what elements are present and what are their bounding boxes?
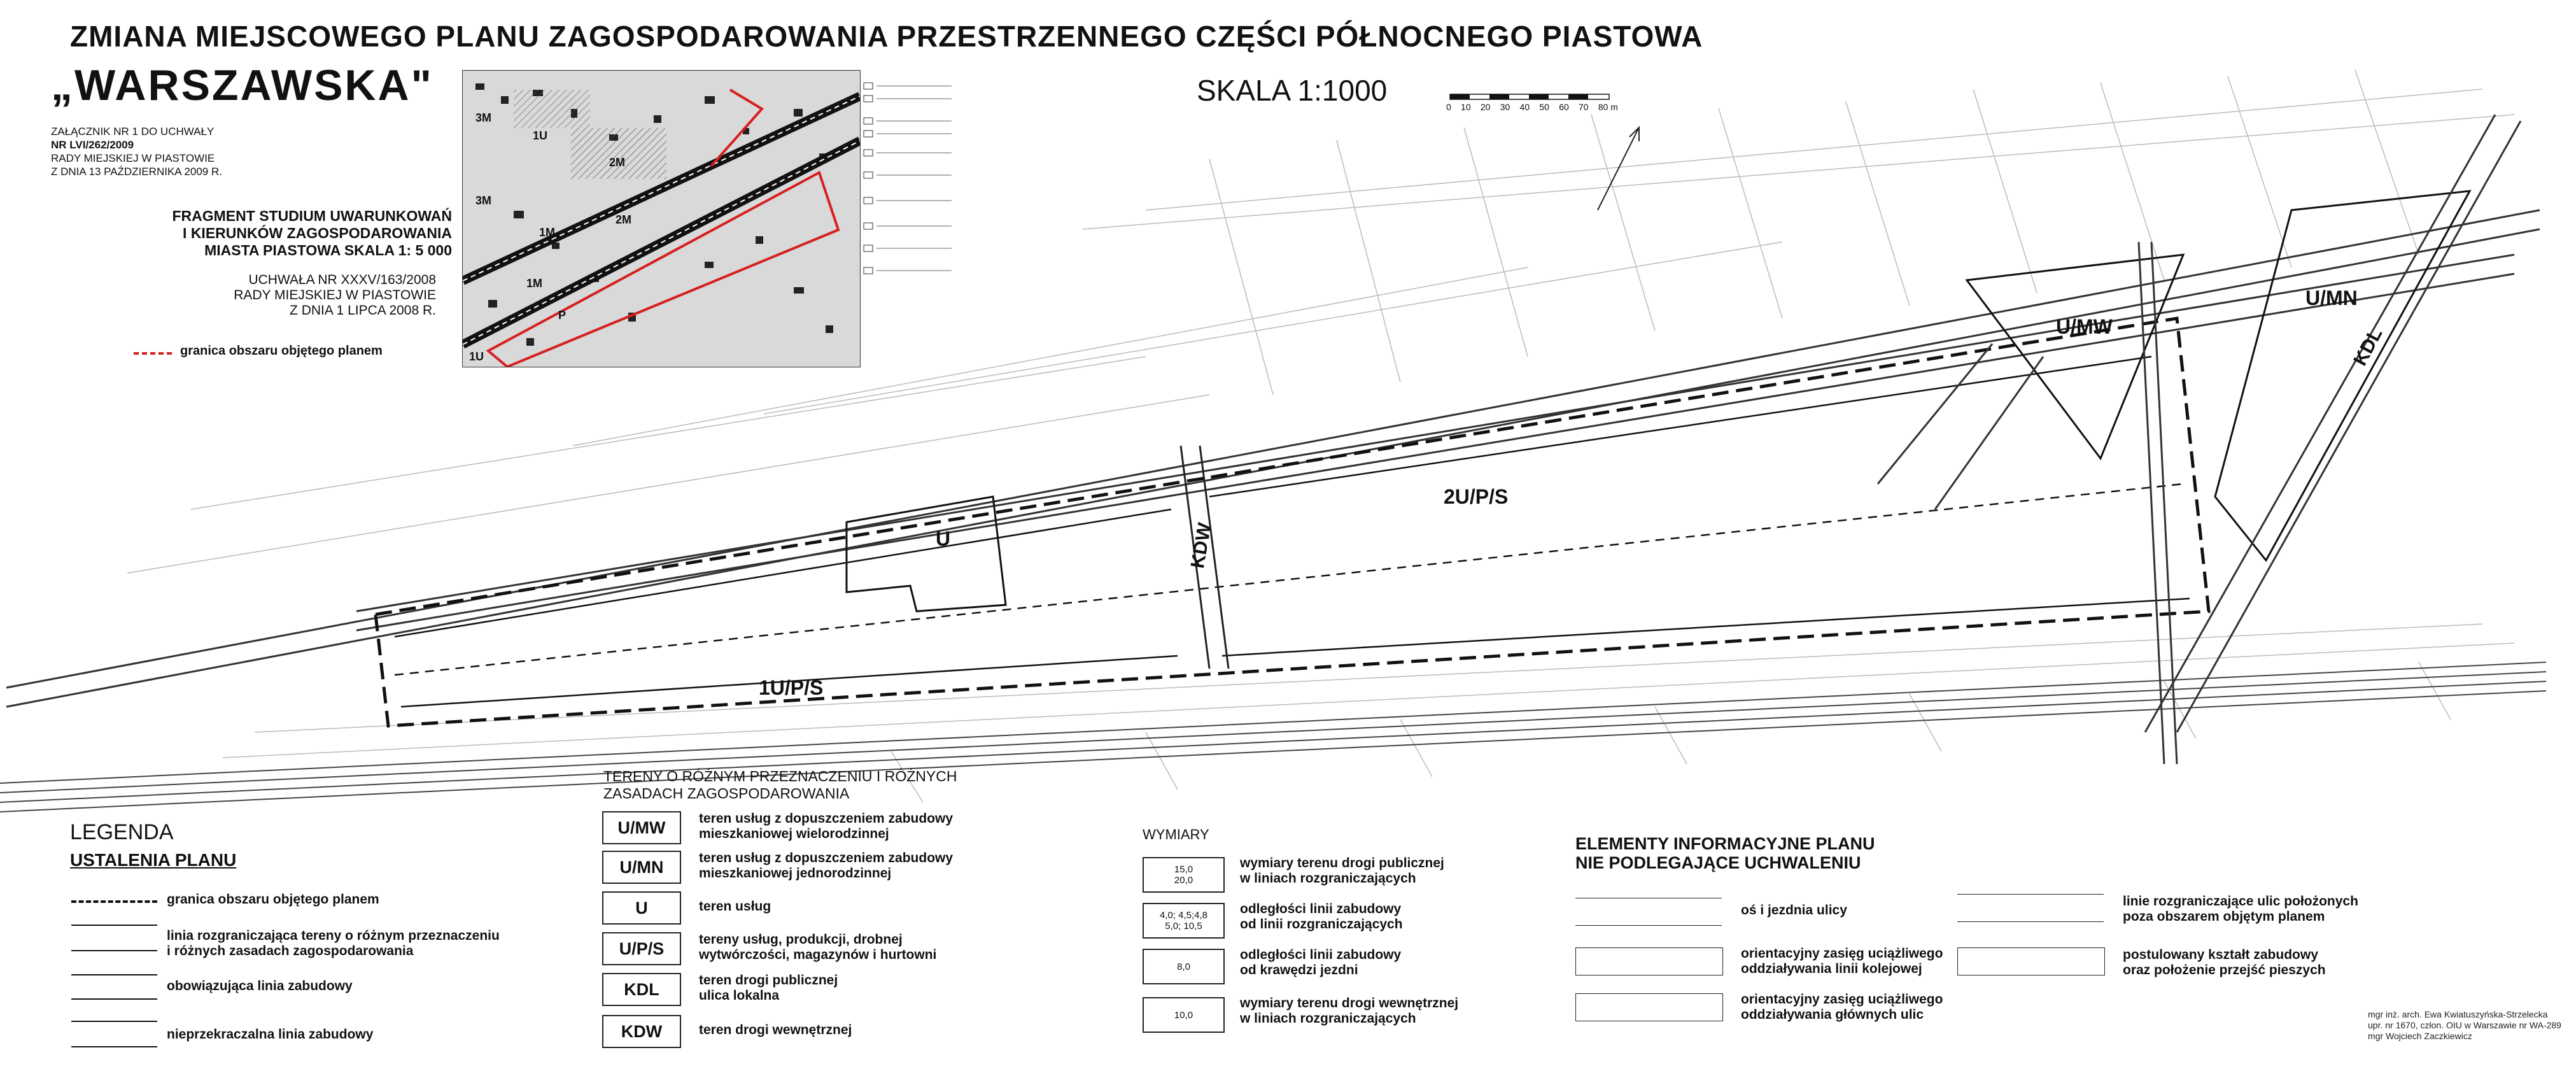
dim-desc — [1240, 902, 1403, 932]
dim-sample — [1143, 997, 1225, 1033]
terrain-desc — [699, 851, 953, 881]
terrains-title — [603, 768, 957, 802]
mandatory-line-symbol — [71, 974, 157, 1000]
scale-tick: 30 — [1500, 102, 1510, 112]
terrain-desc — [699, 932, 936, 963]
code-upps: U/P/S — [602, 932, 681, 965]
inset-label: 3M — [475, 111, 492, 124]
scale-tick: 0 — [1446, 102, 1451, 112]
red-boundary-symbol — [134, 352, 172, 355]
dim-desc-line: w liniach rozgraniczających — [1240, 1011, 1416, 1026]
inset-label: 2M — [609, 156, 626, 169]
zone-label-kdw: KDW — [1186, 521, 1216, 571]
terrain-desc-line: wytwórczości, magazynów i hurtowni — [699, 947, 937, 962]
terrain-desc-line: mieszkaniowej wielorodzinnej — [699, 826, 889, 841]
info-desc-line: oddziaływania linii kolejowej — [1741, 961, 1922, 976]
study-resolution-line: RADY MIEJSKIEJ W PIASTOWIE — [234, 288, 436, 302]
scale-tick: 50 — [1539, 102, 1549, 112]
legend-item: granica obszaru objętego planem — [167, 892, 379, 907]
study-inset-legend-graphic — [862, 70, 955, 299]
study-title-line: MIASTA PIASTOWA SKALA 1: 5 000 — [204, 242, 452, 259]
building-lines — [395, 357, 2190, 707]
inset-label: 1U — [469, 350, 484, 363]
scale-ticks — [1446, 102, 1618, 112]
code-umn: U/MN — [602, 851, 681, 884]
dim-desc — [1240, 856, 1444, 886]
code-kdw: KDW — [602, 1015, 681, 1048]
info-desc — [2123, 894, 2358, 925]
scale-tick: 70 — [1579, 102, 1589, 112]
info-title-line: NIE PODLEGAJĄCE UCHWALENIU — [1575, 853, 1861, 872]
terrain-desc-line: tereny usług, produkcji, drobnej — [699, 932, 903, 947]
building-shape-symbol — [1957, 947, 2105, 975]
info-desc — [1741, 903, 1847, 918]
study-title-line: I KIERUNKÓW ZAGOSPODAROWANIA — [183, 225, 452, 241]
scale-tick: 60 — [1559, 102, 1569, 112]
info-desc-line: linie rozgraniczające ulic położonych — [2123, 894, 2358, 909]
legend-item: i różnych zasadach zagospodarowania — [167, 944, 414, 958]
zone-line-symbol — [71, 925, 157, 951]
credits-line: mgr Wojciech Zaczkiewicz — [2368, 1031, 2472, 1041]
scale-bar — [1450, 94, 1609, 99]
study-resolution — [191, 273, 436, 318]
terrain-desc-line: teren drogi publicznej — [699, 973, 838, 988]
code-kdl: KDL — [602, 973, 681, 1006]
zone-label-1upps: 1U/P/S — [759, 676, 824, 699]
dim-desc-line: odległości linii zabudowy — [1240, 947, 1402, 962]
inset-label: 3M — [475, 194, 492, 207]
terrain-desc-line: teren usług z dopuszczeniem zabudowy — [699, 811, 954, 826]
code-umw: U/MW — [602, 811, 681, 844]
road-axis-symbol — [1575, 898, 1722, 926]
plan-boundary — [376, 318, 2209, 726]
terrain-desc — [699, 899, 771, 914]
study-inset-graphic — [463, 71, 860, 367]
dim-sample-value: 8,0 — [1177, 961, 1190, 972]
terrain-desc-line: teren drogi wewnętrznej — [699, 1023, 852, 1037]
terrain-desc-line: mieszkaniowej jednorodzinnej — [699, 866, 892, 881]
credits-line: mgr inż. arch. Ewa Kwiatuszyńska-Strzelecka — [2368, 1009, 2548, 1019]
info-desc-line: oś i jezdnia ulicy — [1741, 903, 1847, 918]
inset-label: 1M — [539, 226, 556, 239]
dimensions-title: WYMIARY — [1143, 826, 1209, 842]
study-inset-legend — [862, 70, 955, 299]
info-desc-line: orientacyjny zasięg uciążliwego — [1741, 992, 1943, 1007]
road-impact-symbol — [1575, 993, 1723, 1021]
dim-sample-value: 4,0; 4,5;4,8 — [1159, 910, 1208, 921]
zone-label-umn: U/MN — [2305, 287, 2358, 309]
diagonal-roads — [1878, 115, 2521, 764]
info-desc-line: orientacyjny zasięg uciążliwego — [1741, 946, 1943, 961]
dim-desc-line: od linii rozgraniczających — [1240, 917, 1403, 932]
scale-tick: 10 — [1461, 102, 1471, 112]
outside-lines-symbol — [1957, 894, 2104, 922]
info-desc-line: oraz położenie przejść pieszych — [2123, 963, 2326, 977]
zone-label-u: U — [936, 527, 951, 550]
dim-sample — [1143, 857, 1225, 893]
dim-sample-value: 5,0; 10,5 — [1165, 921, 1202, 932]
scale-tick: 20 — [1480, 102, 1491, 112]
study-title — [127, 208, 452, 259]
dim-desc-line: od krawędzi jezdni — [1240, 963, 1358, 977]
dim-sample — [1143, 903, 1225, 939]
scale-text: SKALA 1:1000 — [1197, 74, 1388, 107]
study-inset-map — [462, 70, 861, 367]
info-desc-line: oddziaływania głównych ulic — [1741, 1007, 1924, 1022]
scale-tick: 80 m — [1598, 102, 1618, 112]
study-resolution-line: Z DNIA 1 LIPCA 2008 R. — [290, 303, 436, 318]
study-resolution-line: UCHWAŁA NR XXXV/163/2008 — [248, 273, 436, 287]
railway — [0, 662, 2546, 812]
scale-tick: 40 — [1519, 102, 1530, 112]
annex-line: NR LVI/262/2009 — [51, 139, 134, 151]
dim-sample-value: 15,0 — [1174, 864, 1193, 875]
info-title — [1575, 834, 1875, 872]
info-desc-line: postulowany kształt zabudowy — [2123, 947, 2318, 962]
dim-desc-line: odległości linii zabudowy — [1240, 902, 1402, 916]
credits — [2368, 1009, 2561, 1042]
terrain-desc-line: ulica lokalna — [699, 988, 780, 1003]
info-desc — [1741, 992, 1943, 1023]
annex-line: Z DNIA 13 PAŹDZIERNIKA 2009 R. — [51, 166, 222, 178]
legend-section: USTALENIA PLANU — [70, 850, 237, 870]
terrain-desc — [699, 1023, 852, 1038]
dim-desc — [1240, 947, 1401, 978]
annex-line: RADY MIEJSKIEJ W PIASTOWIE — [51, 152, 215, 164]
study-title-line: FRAGMENT STUDIUM UWARUNKOWAŃ — [172, 208, 452, 224]
zone-label-kdl: KDL — [2349, 324, 2387, 369]
dim-desc-line: wymiary terenu drogi publicznej — [1240, 856, 1444, 870]
dim-desc-line: wymiary terenu drogi wewnętrznej — [1240, 996, 1459, 1010]
dim-sample-value: 20,0 — [1174, 875, 1193, 886]
rail-impact-symbol — [1575, 947, 1723, 975]
max-line-symbol — [71, 1021, 157, 1047]
legend-title: LEGENDA — [70, 820, 174, 844]
zone-label-2upps: 2U/P/S — [1444, 485, 1509, 508]
plan-title: ZMIANA MIEJSCOWEGO PLANU ZAGOSPODAROWANIA PRZESTRZENNEGO CZĘŚCI PÓŁNOCNEGO PIASTOWA — [70, 20, 1703, 53]
info-desc — [1741, 946, 1943, 977]
inset-label: 2M — [616, 213, 632, 226]
terrains-title-line: ZASADACH ZAGOSPODAROWANIA — [603, 785, 850, 802]
dim-desc-line: w liniach rozgraniczających — [1240, 871, 1416, 886]
legend-item: linia rozgraniczająca tereny o różnym przeznaczeniu — [167, 928, 500, 943]
terrains-title-line: TERENY O RÓŻNYM PRZEZNACZENIU I RÓŻNYCH — [603, 768, 957, 784]
terrain-desc-line: teren usług — [699, 899, 771, 914]
dim-desc — [1240, 996, 1458, 1026]
zone-label-umw: U/MW — [2056, 315, 2113, 338]
credits-line: upr. nr 1670, człon. OIU w Warszawie nr WA-289 — [2368, 1020, 2561, 1030]
dim-sample-value: 10,0 — [1174, 1009, 1193, 1021]
legend-item: obowiązująca linia zabudowy — [167, 979, 353, 993]
annex-info — [51, 125, 222, 178]
terrain-desc-line: teren usług z dopuszczeniem zabudowy — [699, 851, 954, 865]
plan-subtitle: „WARSZAWSKA" — [51, 61, 433, 110]
info-title-line: ELEMENTY INFORMACYJNE PLANU — [1575, 834, 1875, 853]
code-u: U — [602, 891, 681, 925]
annex-line: ZAŁĄCZNIK NR 1 DO UCHWAŁY — [51, 125, 215, 138]
inset-label: 1U — [533, 129, 548, 142]
study-boundary-label: granica obszaru objętego planem — [180, 344, 383, 358]
inset-label: P — [558, 309, 567, 322]
dim-sample — [1143, 949, 1225, 984]
info-desc — [2123, 947, 2326, 978]
terrain-desc — [699, 973, 838, 1003]
legend-item: nieprzekraczalna linia zabudowy — [167, 1027, 374, 1042]
info-desc-line: poza obszarem objętym planem — [2123, 909, 2325, 924]
terrain-desc — [699, 811, 953, 842]
boundary-symbol — [71, 900, 157, 903]
inset-label: 1M — [526, 277, 543, 290]
